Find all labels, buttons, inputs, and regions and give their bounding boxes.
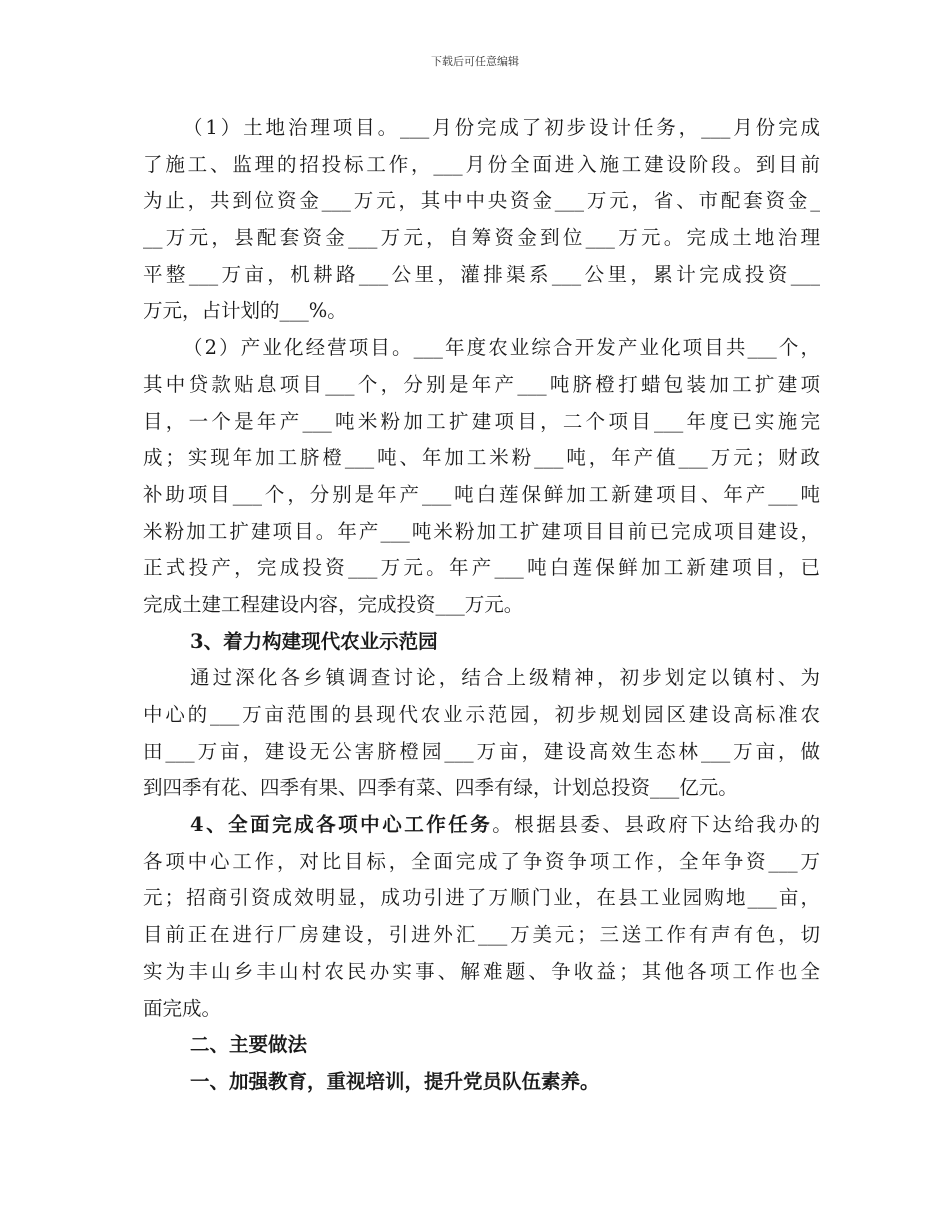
paragraph-1-line-2: 了施工、监理的招投标工作，___月份全面进入施工建设阶段。到目前 [143,152,820,176]
paragraph-3-line-1: 通过深化各乡镇调查讨论，结合上级精神，初步划定以镇村、为 [190,666,820,690]
section-main-methods-heading: 二、主要做法 [190,1033,308,1057]
paragraph-2-line-5: 补助项目___个，分别是年产___吨白莲保鲜加工新建项目、年产___吨 [143,482,820,506]
paragraph-4-line-2: 各项中心工作，对比目标，全面完成了争资争项工作，全年争资___万 [143,849,820,873]
paragraph-2-line-7: 正式投产，完成投资___万元。年产___吨白莲保鲜加工新建项目，已 [143,556,820,580]
paragraph-1-line-4: __万元，县配套资金___万元，自筹资金到位___万元。完成土地治理 [143,226,820,250]
paragraph-3-line-2: 中心的___万亩范围的县现代农业示范园，初步规划园区建设高标准农 [143,703,820,726]
paragraph-4-line-4: 目前正在进行厂房建设，引进外汇___万美元；三送工作有声有色，切 [143,923,820,947]
paragraph-2-line-6: 米粉加工扩建项目。年产___吨米粉加工扩建项目目前已完成项目建设， [143,519,820,543]
paragraph-1-line-3: 为止，共到位资金___万元，其中中央资金___万元，省、市配套资金_ [143,189,820,213]
paragraph-1-line-5: 平整___万亩，机耕路___公里，灌排渠系___公里，累计完成投资___ [143,262,820,286]
paragraph-2-line-8: 完成土建工程建设内容，完成投资___万元。 [143,592,524,616]
section-4-heading: 4、全面完成各项中心工作任务 [190,813,493,837]
paragraph-4-line-5: 实为丰山乡丰山村农民办实事、解难题、争收益；其他各项工作也全 [143,959,820,983]
paragraph-1-line-6: 万元，占计划的___%。 [143,299,347,323]
paragraph-2-line-1: （2）产业化经营项目。___年度农业综合开发产业化项目共___个， [183,336,820,360]
paragraph-2-line-3: 目，一个是年产___吨米粉加工扩建项目，二个项目___年度已实施完 [143,409,820,433]
section-3-heading: 3、着力构建现代农业示范园 [190,629,438,653]
paragraph-3-line-4: 到四季有花、四季有果、四季有菜、四季有绿，计划总投资___亿元。 [143,776,738,800]
paragraph-4-line-1-text: 。根据县委、县政府下达给我办的 [492,813,820,837]
page-header: 下载后可任意编辑 [431,55,519,68]
paragraph-2-line-4: 成；实现年加工脐橙___吨、年加工米粉___吨，年产值___万元；财政 [143,446,820,470]
paragraph-3-line-3: 田___万亩，建设无公害脐橙园___万亩，建设高效生态林___万亩，做 [143,739,820,763]
document-body [143,110,820,1101]
paragraph-4-line-3: 元；招商引资成效明显，成功引进了万顺门业，在县工业园购地___亩， [143,886,820,910]
paragraph-4-line-6: 面完成。 [143,996,222,1020]
paragraph-4-line-1 [143,807,820,844]
paragraph-1-line-1: （1）土地治理项目。___月份完成了初步设计任务，___月份完成 [183,116,820,139]
paragraph-2-line-2: 其中贷款贴息项目___个，分别是年产___吨脐橙打蜡包装加工扩建项 [143,372,820,396]
subsection-1-heading: 一、加强教育，重视培训，提升党员队伍素养。 [190,1069,600,1093]
